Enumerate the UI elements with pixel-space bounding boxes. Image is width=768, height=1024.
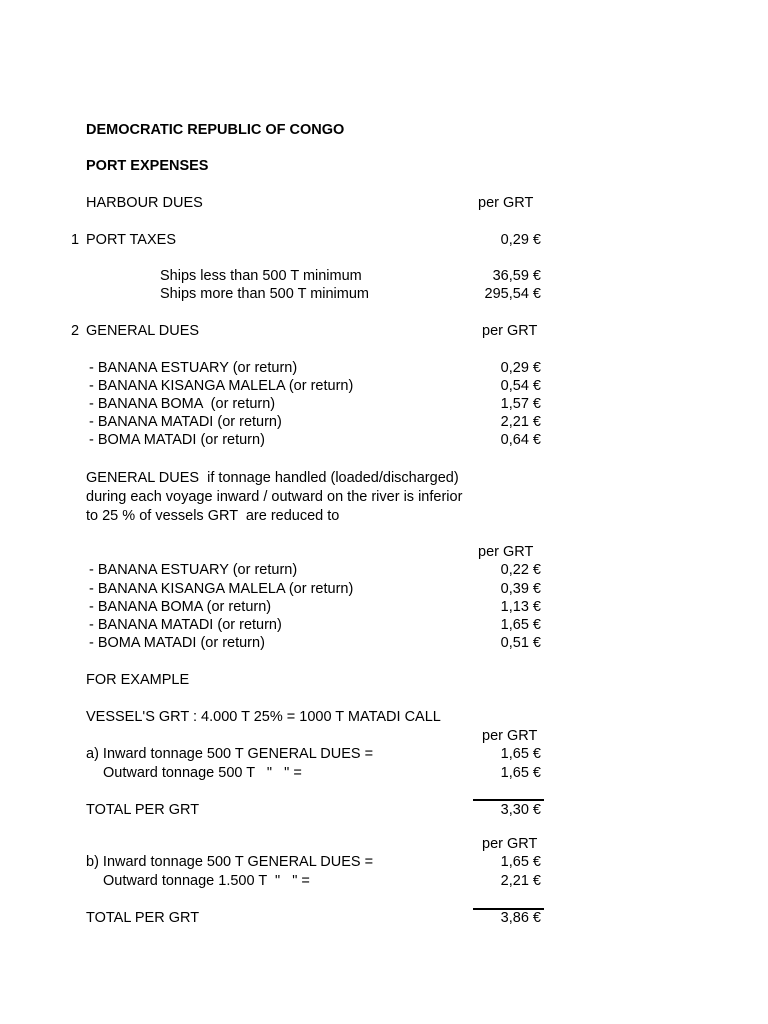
general-dues-row-value: 0,29 € (500, 360, 541, 376)
port-taxes-row-label: Ships more than 500 T minimum (160, 286, 370, 302)
reduced-note-line: during each voyage inward / outward on the river is inferior (86, 489, 463, 505)
example-a-total-label: TOTAL PER GRT (86, 802, 200, 818)
example-b-total-value: 3,86 € (500, 910, 541, 926)
example-a-total-value: 3,30 € (500, 802, 541, 818)
general-dues-label: GENERAL DUES (86, 323, 200, 339)
reduced-row-label: - BOMA MATADI (or return) (89, 635, 265, 651)
general-dues-row-label: - BANANA MATADI (or return) (89, 414, 282, 430)
example-label: FOR EXAMPLE (86, 672, 190, 688)
general-dues-row-value: 2,21 € (500, 414, 541, 430)
port-taxes-row-label: Ships less than 500 T minimum (160, 268, 362, 284)
general-dues-row-label: - BOMA MATADI (or return) (89, 432, 265, 448)
reduced-row-value: 0,22 € (500, 562, 541, 578)
reduced-row-label: - BANANA KISANGA MALELA (or return) (89, 581, 354, 597)
example-b-inward-value: 1,65 € (500, 854, 541, 870)
port-taxes-row-value: 36,59 € (492, 268, 541, 284)
general-dues-row-value: 1,57 € (500, 396, 541, 412)
example-b-outward-label: Outward tonnage 1.500 T " " = (103, 873, 310, 889)
harbour-dues-label: HARBOUR DUES (86, 195, 203, 211)
example-a-outward-value: 1,65 € (500, 765, 541, 781)
general-dues-row-label: - BANANA ESTUARY (or return) (89, 360, 298, 376)
reduced-row-value: 0,39 € (500, 581, 541, 597)
example-a-inward-value: 1,65 € (500, 746, 541, 762)
port-taxes-label: PORT TAXES (86, 232, 176, 248)
reduced-row-label: - BANANA ESTUARY (or return) (89, 562, 298, 578)
reduced-row-label: - BANANA MATADI (or return) (89, 617, 282, 633)
harbour-unit: per GRT (478, 195, 534, 211)
page-title: PORT EXPENSES (86, 158, 209, 174)
example-b-inward-label: b) Inward tonnage 500 T GENERAL DUES = (86, 854, 374, 870)
example-a-outward-label: Outward tonnage 500 T " " = (103, 765, 302, 781)
general-dues-row-value: 0,64 € (500, 432, 541, 448)
example-b-unit: per GRT (482, 836, 538, 852)
reduced-unit: per GRT (478, 544, 534, 560)
example-a-inward-label: a) Inward tonnage 500 T GENERAL DUES = (86, 746, 374, 762)
example-b-total-label: TOTAL PER GRT (86, 910, 200, 926)
example-b-outward-value: 2,21 € (500, 873, 541, 889)
general-dues-number: 2 (71, 323, 80, 339)
reduced-row-label: - BANANA BOMA (or return) (89, 599, 272, 615)
reduced-row-value: 1,65 € (500, 617, 541, 633)
general-dues-row-label: - BANANA KISANGA MALELA (or return) (89, 378, 354, 394)
general-dues-unit: per GRT (482, 323, 538, 339)
port-taxes-value: 0,29 € (500, 232, 541, 248)
reduced-note-line: GENERAL DUES if tonnage handled (loaded/discharged) (86, 470, 459, 486)
reduced-note-line: to 25 % of vessels GRT are reduced to (86, 508, 340, 524)
reduced-row-value: 0,51 € (500, 635, 541, 651)
port-taxes-row-value: 295,54 € (484, 286, 541, 302)
example-a-unit: per GRT (482, 728, 538, 744)
example-vessel: VESSEL'S GRT : 4.000 T 25% = 1000 T MATADI CALL (86, 709, 441, 725)
country-heading: DEMOCRATIC REPUBLIC OF CONGO (86, 122, 345, 138)
port-taxes-number: 1 (71, 232, 80, 248)
general-dues-row-value: 0,54 € (500, 378, 541, 394)
general-dues-row-label: - BANANA BOMA (or return) (89, 396, 276, 412)
reduced-row-value: 1,13 € (500, 599, 541, 615)
